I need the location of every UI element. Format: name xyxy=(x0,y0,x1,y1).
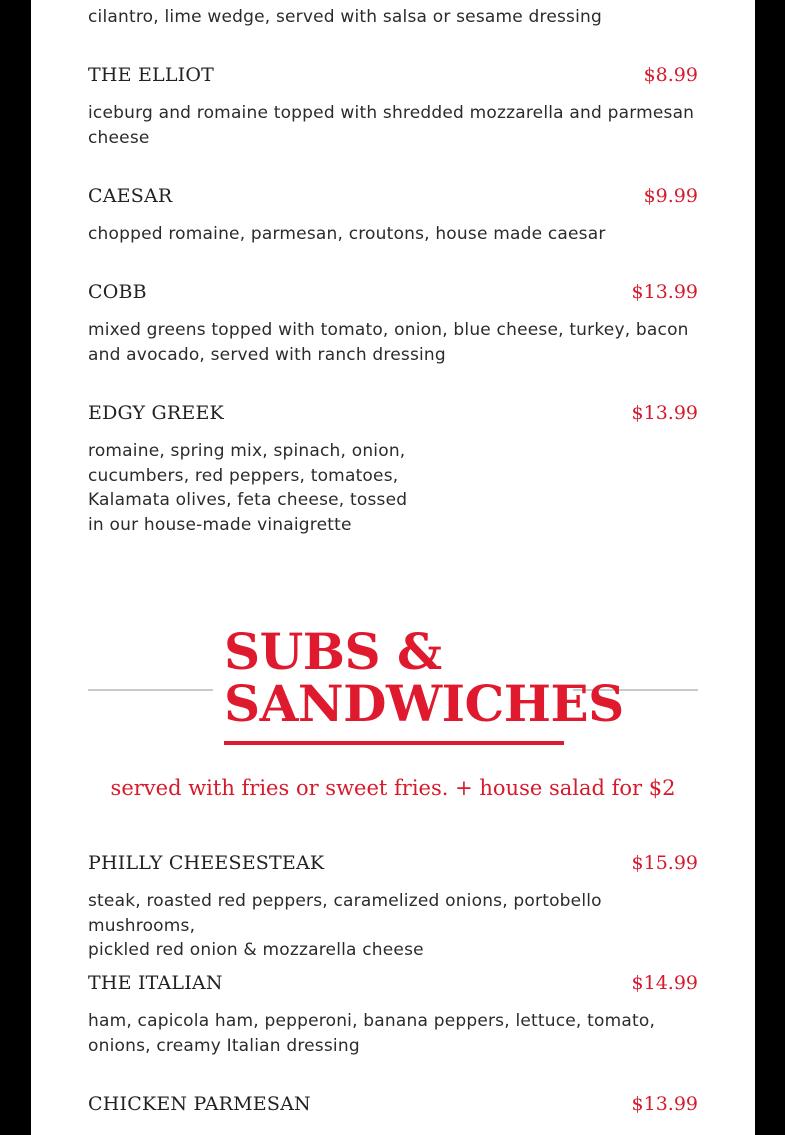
item-name: THE ELLIOT xyxy=(88,64,215,86)
description-line: and avocado, served with ranch dressing xyxy=(88,344,446,365)
item-description xyxy=(88,889,698,963)
description-line: pickled red onion & mozzarella cheese xyxy=(88,940,424,960)
item-name: CAESAR xyxy=(88,185,173,207)
item-description xyxy=(88,222,606,247)
section-note: served with fries or sweet fries. + house salad for $2 xyxy=(110,776,676,800)
item-price: $9.99 xyxy=(643,185,698,207)
item-header xyxy=(88,185,698,215)
description-line: chopped romaine, parmesan, croutons, house made caesar xyxy=(88,224,606,244)
description-line: ham, capicola ham, pepperoni, banana peppers, lettuce, tomato, xyxy=(88,1011,656,1031)
item-header xyxy=(88,1093,698,1123)
previous-item-description xyxy=(88,5,698,30)
item-price: $13.99 xyxy=(631,281,698,303)
description-line: cheese xyxy=(88,127,150,148)
item-price: $13.99 xyxy=(631,1093,698,1115)
section-title xyxy=(224,622,624,733)
description-line: onions, creamy Italian dressing xyxy=(88,1035,360,1056)
item-name: EDGY GREEK xyxy=(88,402,224,424)
item-price: $8.99 xyxy=(643,64,698,86)
divider-left xyxy=(88,689,213,691)
item-name: COBB xyxy=(88,281,147,303)
item-name: PHILLY CHEESESTEAK xyxy=(88,852,325,874)
item-name: CHICKEN PARMESAN xyxy=(88,1093,311,1115)
item-price: $15.99 xyxy=(631,852,698,874)
description-line: Kalamata olives, feta cheese, tossed xyxy=(88,490,408,510)
item-description xyxy=(88,318,689,367)
item-description xyxy=(88,439,407,537)
description-line: steak, roasted red peppers, caramelized onions, portobello mushrooms, xyxy=(88,891,602,936)
item-header xyxy=(88,64,698,94)
item-header xyxy=(88,281,698,311)
item-price: $13.99 xyxy=(631,402,698,424)
item-price: $14.99 xyxy=(631,972,698,994)
item-description xyxy=(88,101,694,150)
description-line: cilantro, lime wedge, served with salsa or sesame dressing xyxy=(88,7,602,27)
item-header xyxy=(88,972,698,1002)
item-description xyxy=(88,1009,655,1058)
description-line: cucumbers, red peppers, tomatoes, xyxy=(88,465,399,486)
menu-page xyxy=(31,0,755,1135)
description-line: iceburg and romaine topped with shredded mozzarella and parmesan xyxy=(88,103,695,123)
item-name: THE ITALIAN xyxy=(88,972,223,994)
description-line: in our house-made vinaigrette xyxy=(88,514,352,535)
description-line: romaine, spring mix, spinach, onion, xyxy=(88,441,406,461)
section-title-line: SUBS & xyxy=(224,622,442,681)
section-title-line: SANDWICHES xyxy=(224,674,624,733)
title-underline xyxy=(224,741,564,745)
item-header xyxy=(88,402,698,432)
item-header xyxy=(88,852,698,882)
section-header-subs xyxy=(88,622,698,816)
description-line: mixed greens topped with tomato, onion, blue cheese, turkey, bacon xyxy=(88,320,689,340)
